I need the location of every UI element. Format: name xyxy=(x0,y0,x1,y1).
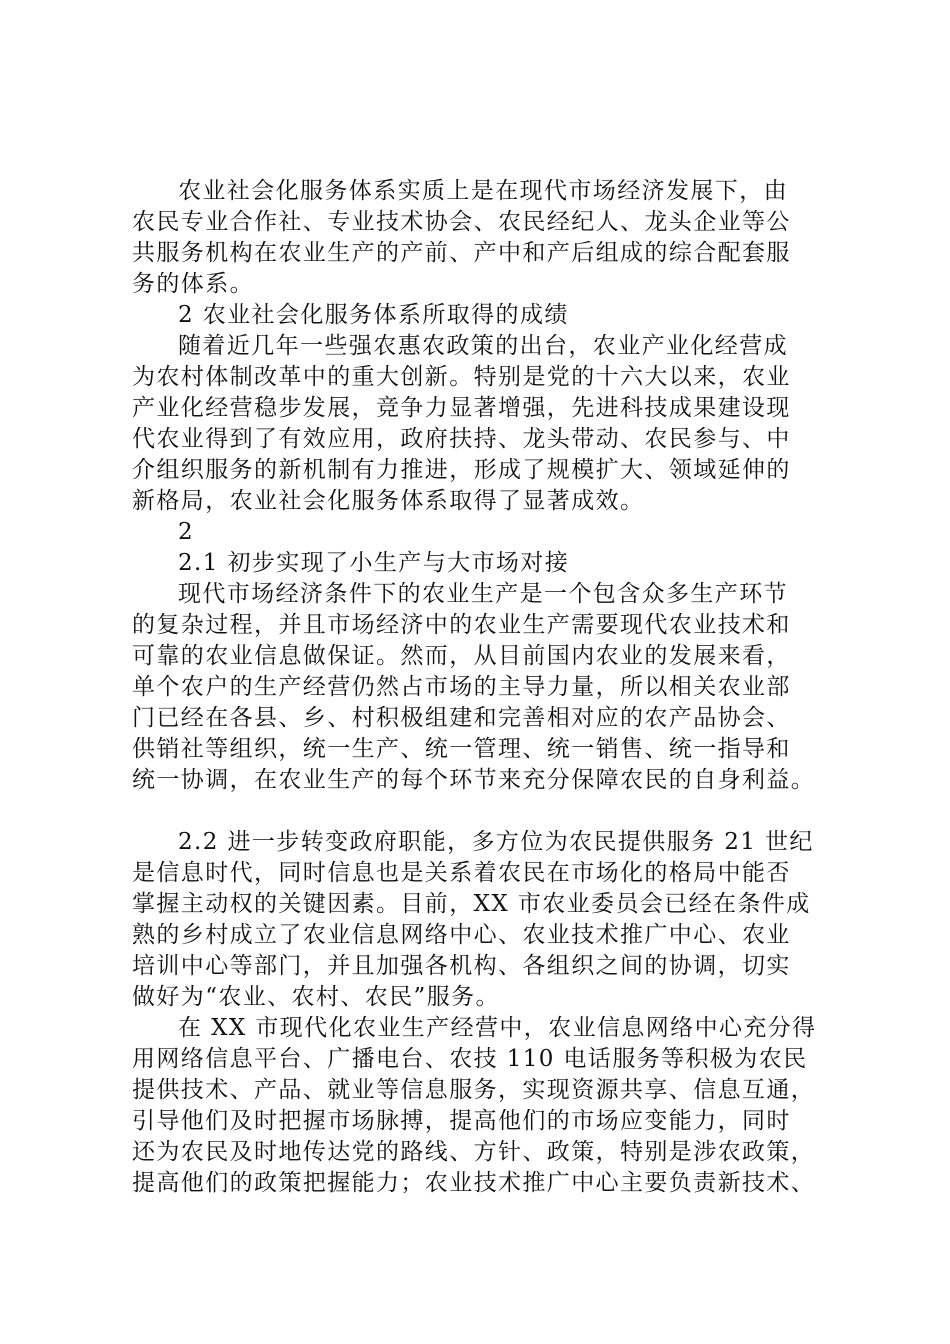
text-line: 是信息时代，同时信息也是关系着农民在市场化的格局中能否 xyxy=(132,860,791,886)
text-line: 还为农民及时地传达党的路线、方针、政策，特别是涉农政策， xyxy=(132,1139,816,1165)
text-line: 2 xyxy=(178,519,195,545)
text-line: 单个农户的生产经营仍然占市场的主导力量，所以相关农业部 xyxy=(132,674,791,700)
text-line: 可靠的农业信息做保证。然而，从目前国内农业的发展来看， xyxy=(132,643,791,669)
text-line: 供销社等组织，统一生产、统一管理、统一销售、统一指导和 xyxy=(132,736,791,762)
text-line: 门已经在各县、乡、村积极组建和完善相对应的农产品协会、 xyxy=(132,705,791,731)
text-line: 引导他们及时把握市场脉搏，提高他们的市场应变能力，同时 xyxy=(132,1108,791,1134)
text-line: 介组织服务的新机制有力推进，形成了规模扩大、领域延伸的 xyxy=(132,457,791,483)
text-line: 新格局，农业社会化服务体系取得了显著成效。 xyxy=(132,488,645,514)
text-line: 提供技术、产品、就业等信息服务，实现资源共享、信息互通， xyxy=(132,1077,816,1103)
text-line: 现代市场经济条件下的农业生产是一个包含众多生产环节 xyxy=(178,581,788,607)
text-line: 农民专业合作社、专业技术协会、农民经纪人、龙头企业等公 xyxy=(132,209,791,235)
text-line: 的复杂过程，并且市场经济中的农业生产需要现代农业技术和 xyxy=(132,612,791,638)
text-line: 随着近几年一些强农惠农政策的出台，农业产业化经营成 xyxy=(178,333,788,359)
text-line: 农业社会化服务体系实质上是在现代市场经济发展下，由 xyxy=(178,178,788,204)
text-line: 为农村体制改革中的重大创新。特别是党的十六大以来，农业 xyxy=(132,364,791,390)
text-line: 务的体系。 xyxy=(132,271,254,297)
text-line: 提高他们的政策把握能力；农业技术推广中心主要负责新技术、 xyxy=(132,1170,816,1196)
text-line: 熟的乡村成立了农业信息网络中心、农业技术推广中心、农业 xyxy=(132,922,791,948)
text-line: 2 农业社会化服务体系所取得的成绩 xyxy=(178,302,569,328)
text-line: 2.2 进一步转变政府职能，多方位为农民提供服务 21 世纪 xyxy=(178,829,814,855)
text-line: 共服务机构在农业生产的产前、产中和产后组成的综合配套服 xyxy=(132,240,791,266)
text-line: 代农业得到了有效应用，政府扶持、龙头带动、农民参与、中 xyxy=(132,426,791,452)
text-line: 2.1 初步实现了小生产与大市场对接 xyxy=(178,550,570,576)
text-line: 做好为“农业、农村、农民”服务。 xyxy=(132,984,500,1010)
text-line: 产业化经营稳步发展，竞争力显著增强，先进科技成果建设现 xyxy=(132,395,791,421)
text-line: 用网络信息平台、广播电台、农技 110 电话服务等积极为农民 xyxy=(132,1046,808,1072)
text-line: 统一协调，在农业生产的每个环节来充分保障农民的自身利益。 xyxy=(132,767,816,793)
document-body xyxy=(132,176,832,1199)
text-line: 掌握主动权的关键因素。目前，XX 市农业委员会已经在条件成 xyxy=(132,891,811,917)
blank-line xyxy=(132,796,832,827)
text-line: 在 XX 市现代化农业生产经营中，农业信息网络中心充分得 xyxy=(178,1015,817,1041)
text-line: 培训中心等部门，并且加强各机构、各组织之间的协调，切实 xyxy=(132,953,791,979)
